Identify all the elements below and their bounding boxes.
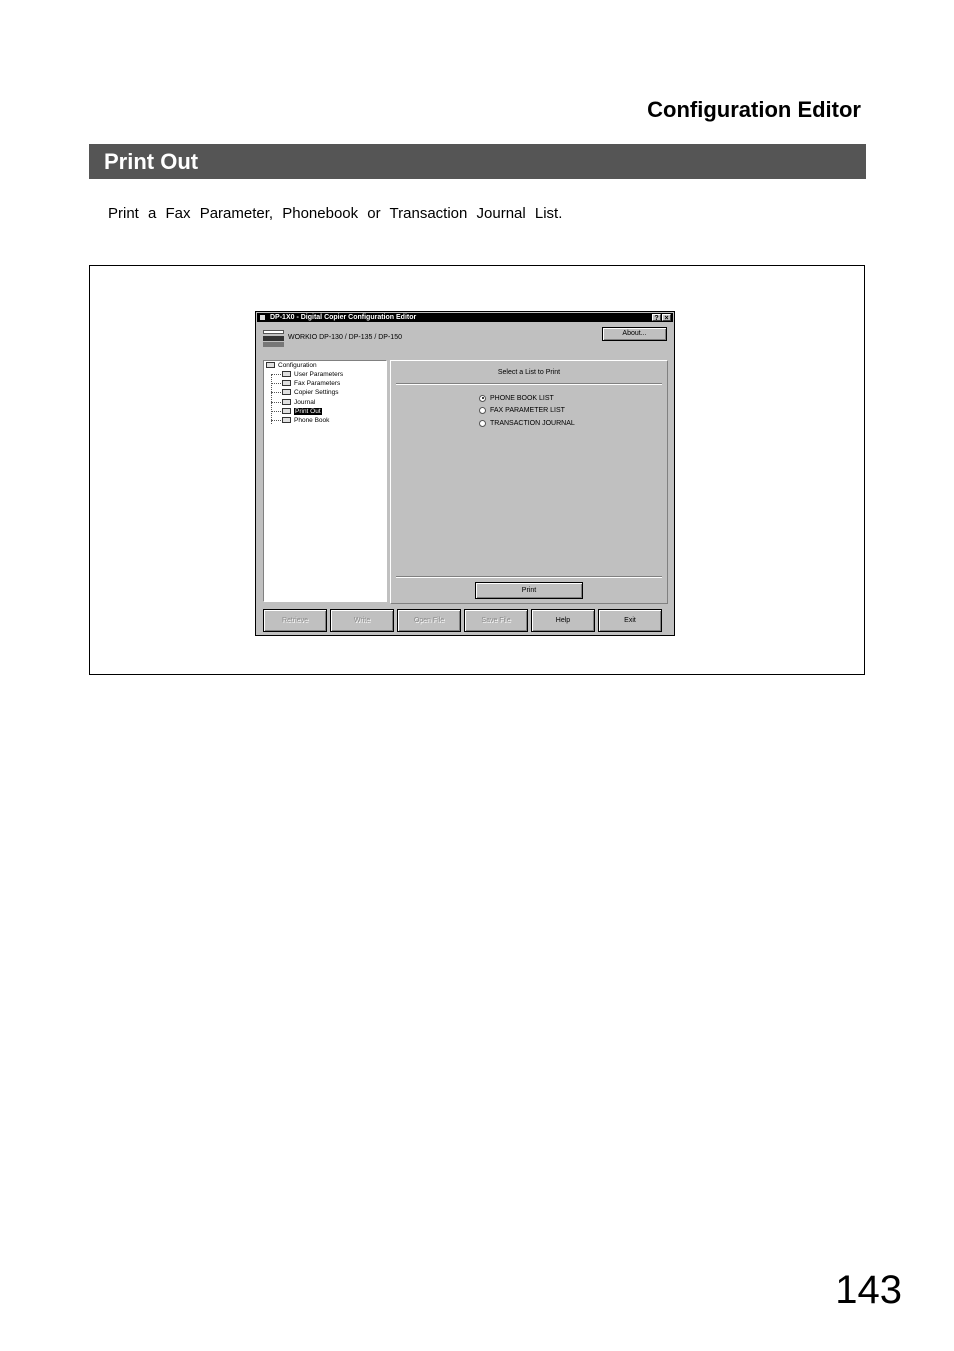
open-folder-icon bbox=[282, 408, 291, 414]
exit-button[interactable]: Exit bbox=[598, 609, 662, 632]
intro-text: Print a Fax Parameter, Phonebook or Transaction Journal List. bbox=[108, 205, 563, 222]
folder-icon bbox=[282, 380, 291, 386]
print-button[interactable]: Print bbox=[475, 582, 583, 599]
radio-selected-icon bbox=[479, 395, 486, 402]
panel-separator-bottom bbox=[396, 576, 662, 578]
app-icon bbox=[260, 315, 265, 320]
folder-icon bbox=[282, 417, 291, 423]
radio-icon bbox=[479, 407, 486, 414]
radio-phone-book-list[interactable]: PHONE BOOK LIST bbox=[479, 394, 554, 403]
window-title: DP-1X0 - Digital Copier Configuration Editor bbox=[270, 314, 417, 321]
running-head: Configuration Editor bbox=[647, 97, 861, 122]
folder-icon bbox=[282, 399, 291, 405]
radio-icon bbox=[479, 420, 486, 427]
folder-icon bbox=[282, 389, 291, 395]
help-button[interactable]: Help bbox=[531, 609, 595, 632]
tree-item-configuration[interactable]: Configuration bbox=[266, 362, 317, 370]
page-number: 143 bbox=[835, 1268, 902, 1312]
section-title: Print Out bbox=[104, 149, 199, 174]
tree-item-user-parameters[interactable]: User Parameters bbox=[271, 371, 343, 379]
about-button[interactable]: About... bbox=[602, 327, 667, 341]
help-title-button[interactable]: ? bbox=[652, 314, 661, 321]
open-file-button[interactable]: Open File bbox=[397, 609, 461, 632]
tree-item-copier-settings[interactable]: Copier Settings bbox=[271, 389, 338, 397]
retrieve-button[interactable]: Retrieve bbox=[263, 609, 327, 632]
panel-separator-top bbox=[396, 383, 662, 385]
tree-item-journal[interactable]: Journal bbox=[271, 399, 315, 407]
panel-title: Select a List to Print bbox=[497, 369, 561, 376]
tree-item-print-out[interactable]: Print Out bbox=[271, 408, 322, 416]
tree-item-phone-book[interactable]: Phone Book bbox=[271, 417, 329, 425]
printer-icon bbox=[263, 330, 284, 347]
section-bar bbox=[89, 144, 866, 179]
config-tree bbox=[263, 360, 387, 602]
print-panel bbox=[390, 360, 668, 604]
config-editor-window bbox=[255, 311, 675, 636]
folder-icon bbox=[266, 362, 275, 368]
title-bar[interactable] bbox=[257, 313, 673, 322]
save-file-button[interactable]: Save File bbox=[464, 609, 528, 632]
radio-transaction-journal[interactable]: TRANSACTION JOURNAL bbox=[479, 419, 575, 428]
model-label: WORKIO DP-130 / DP-135 / DP-150 bbox=[288, 334, 402, 341]
radio-fax-parameter-list[interactable]: FAX PARAMETER LIST bbox=[479, 406, 565, 415]
write-button[interactable]: Write bbox=[330, 609, 394, 632]
close-title-button[interactable]: × bbox=[662, 314, 671, 321]
folder-icon bbox=[282, 371, 291, 377]
tree-item-fax-parameters[interactable]: Fax Parameters bbox=[271, 380, 340, 388]
